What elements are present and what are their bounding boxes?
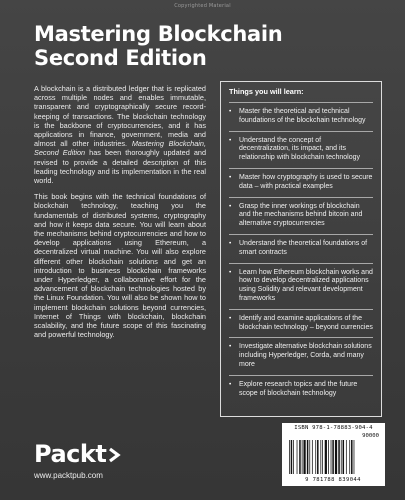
bullet-icon: • <box>229 268 232 276</box>
bullet-icon: • <box>229 108 232 115</box>
barcode-number: 9 781788 839044 <box>305 477 361 483</box>
publisher-url: www.packtpub.com <box>34 471 103 480</box>
learn-item <box>229 309 373 338</box>
barcode-bar <box>289 440 290 474</box>
learn-item <box>229 102 373 131</box>
barcode-bar <box>312 440 313 474</box>
description-paragraph-2: This book begins with the technical foundations of blockchain technology, teaching you the fundamentals of distributed systems, cryptography and how it keeps data secure. You will learn about the mechanisms behind cryptocurrencies and how to develop applications using Ethereum, a decentralized virtual machine. You will also explore different other blockchain solutions and get an introduction to business blockchain frameworks under Hyperledger, a collaborative effort for the advancement of blockchain technologies hosted by the Linux Foundation. You will also be shown how to implement blockchain solutions beyond currencies, Internet of Things with blockchain, blockchain scalability, and the future scope of this fascinating and powerful technology. <box>34 192 206 340</box>
barcode-bar <box>299 440 301 474</box>
barcode-bar <box>328 440 329 474</box>
price-code: 90000 <box>362 433 379 439</box>
bullet-icon: • <box>229 136 232 144</box>
barcode-bar <box>331 440 332 474</box>
barcode-bar <box>307 440 309 474</box>
barcode-bar <box>315 440 316 474</box>
barcode-bar <box>349 440 350 474</box>
title-line-1: Mastering Blockchain <box>34 22 283 46</box>
learn-box-heading: Things you will learn: <box>229 87 304 96</box>
barcode-bar <box>309 440 310 474</box>
book-title <box>34 22 282 70</box>
barcode-bar <box>317 440 319 474</box>
learn-item <box>229 168 373 197</box>
barcode-bar <box>302 440 303 474</box>
learn-item-text: Grasp the inner workings of blockchain and the mechanisms behind bitcoin and alternative cryptocurrencies <box>239 202 363 228</box>
publisher-logo <box>34 441 126 467</box>
learn-item-text: Master the theoretical and technical foundations of the blockchain technology <box>239 108 366 124</box>
isbn-text: ISBN 978-1-78883-904-4 <box>294 425 373 431</box>
barcode-bar <box>343 440 345 474</box>
barcode <box>282 423 385 486</box>
barcode-bar <box>351 440 353 474</box>
learn-list <box>229 102 373 403</box>
learn-item-text: Understand the theoretical foundations of smart contracts <box>239 239 368 256</box>
barcode-bar <box>320 440 321 474</box>
bullet-icon: • <box>229 173 232 181</box>
learn-item-text: Explore research topics and the future scope of blockchain technology <box>239 380 358 397</box>
barcode-bar <box>338 440 340 474</box>
barcode-bar <box>335 440 337 474</box>
learn-item-text: Learn how Ethereum blockchain works and how to develop decentralized applications using Solidity and relevant development frameworks <box>239 268 373 302</box>
barcode-bar <box>332 440 334 474</box>
description-text: A blockchain is a distributed ledger that is replicated across multiple nodes and enables immutable, transparent and cryptographically secure record-keeping of transactions. The blockchain technology is the backbone of cryptocurrencies, and it has applications in finance, government, media and almost all other industries. <box>34 84 206 149</box>
learn-item <box>229 131 373 168</box>
bullet-icon: • <box>229 314 232 322</box>
bullet-icon: • <box>229 343 232 351</box>
book-description <box>34 84 206 346</box>
learn-item-text: Master how cryptography is used to secure data – with practical examples <box>239 173 373 190</box>
learn-item-text: Investigate alternative blockchain solutions including Hyperledger, Corda, and many more <box>239 343 372 368</box>
bullet-icon: • <box>229 202 232 210</box>
chevron-right-icon <box>107 447 121 463</box>
barcode-bar <box>346 440 347 474</box>
learn-item <box>229 337 373 374</box>
barcode-bar <box>303 440 305 474</box>
description-book-title: Mastering Blockchain, Second Edition <box>34 139 206 158</box>
learn-item <box>229 263 373 309</box>
bullet-icon: • <box>229 239 232 247</box>
description-text: has been thoroughly updated and revised to provide a detailed description of this leading technology and its implementation in the real world. <box>34 148 207 186</box>
barcode-bar <box>325 440 327 474</box>
learn-item-text: Identify and examine applications of the blockchain technology – beyond currencies <box>239 314 373 331</box>
publisher-logo-text: Packt <box>34 440 107 468</box>
watermark: Copyrighted Material <box>174 3 231 9</box>
learn-item <box>229 234 373 263</box>
barcode-bar <box>322 440 323 474</box>
description-paragraph-1 <box>34 84 206 185</box>
bullet-icon: • <box>229 380 232 388</box>
barcode-bar <box>291 440 293 474</box>
learn-item <box>229 375 373 404</box>
learn-item <box>229 197 373 234</box>
barcode-bar <box>293 440 294 474</box>
learn-box <box>220 81 382 417</box>
title-line-2: Second Edition <box>34 46 207 70</box>
barcode-bars <box>288 440 378 474</box>
learn-item-text: Understand the concept of decentralization, its impact, and its relationship with blockchain technology <box>239 136 361 162</box>
barcode-bar <box>341 440 342 474</box>
barcode-bar <box>297 440 298 474</box>
barcode-bar <box>354 440 355 474</box>
